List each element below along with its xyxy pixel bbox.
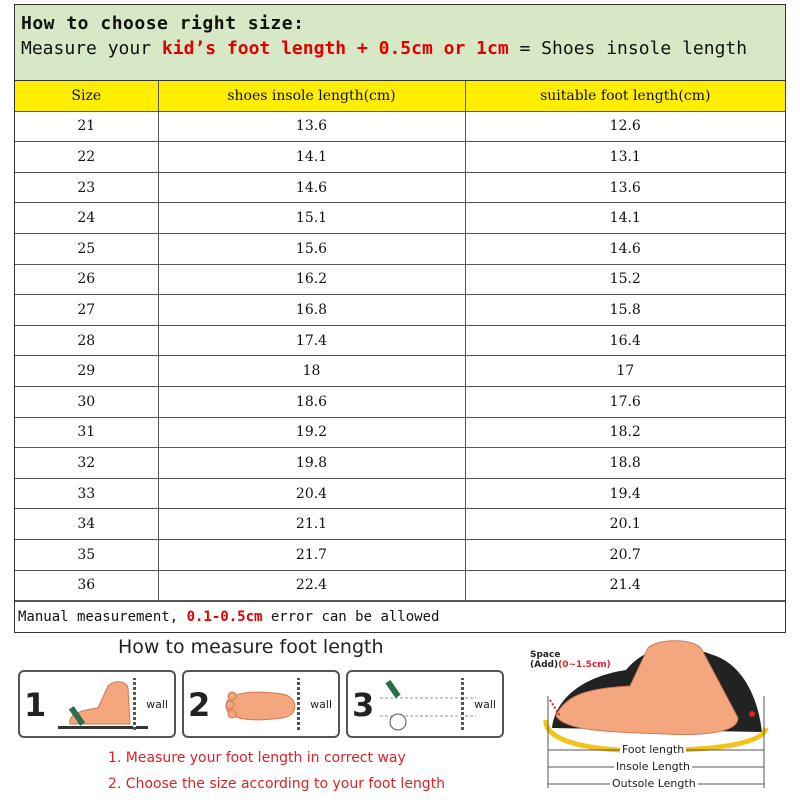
insole-length-cell: 18.6 <box>158 386 465 417</box>
wall-marker <box>133 678 136 730</box>
size-cell: 22 <box>15 142 158 173</box>
insole-length-cell: 15.1 <box>158 203 465 234</box>
insole-length-cell: 16.2 <box>158 264 465 295</box>
outsole-length-label: Outsole Length <box>612 777 696 790</box>
size-chart-header <box>15 5 785 81</box>
insole-length-cell: 18 <box>158 356 465 387</box>
table-row <box>15 142 785 173</box>
column-header-insole: shoes insole length(cm) <box>158 81 465 111</box>
size-cell: 29 <box>15 356 158 387</box>
foot-length-cell: 13.1 <box>465 142 785 173</box>
foot-length-cell: 21.4 <box>465 570 785 601</box>
foot-length-cell: 17.6 <box>465 386 785 417</box>
foot-length-cell: 13.6 <box>465 172 785 203</box>
size-cell: 32 <box>15 448 158 479</box>
guide-step-text-1: 1. Measure your foot length in correct way <box>108 750 406 766</box>
table-row <box>15 172 785 203</box>
insole-length-cell: 14.1 <box>158 142 465 173</box>
subtitle-prefix: Measure your <box>21 38 162 59</box>
insole-length-cell: 16.8 <box>158 295 465 326</box>
foot-length-cell: 14.1 <box>465 203 785 234</box>
size-cell: 34 <box>15 509 158 540</box>
step-2-card <box>182 670 340 738</box>
guide-step-text-2: 2. Choose the size according to your foot length <box>108 776 446 792</box>
subtitle-highlight: kid’s foot length + 0.5cm or 1cm <box>161 38 509 59</box>
table-row <box>15 570 785 601</box>
size-chart <box>14 4 786 633</box>
table-row <box>15 386 785 417</box>
insole-length-cell: 19.2 <box>158 417 465 448</box>
wall-label: wall <box>474 698 496 711</box>
wall-marker <box>297 678 300 730</box>
step-number: 1 <box>24 686 47 724</box>
size-cell: 26 <box>15 264 158 295</box>
foot-length-label: Foot length <box>622 743 685 756</box>
step-1-card <box>18 670 176 738</box>
size-cell: 36 <box>15 570 158 601</box>
size-cell: 30 <box>15 386 158 417</box>
measure-guide <box>18 636 518 796</box>
wall-label: wall <box>146 698 168 711</box>
size-cell: 35 <box>15 539 158 570</box>
size-cell: 25 <box>15 233 158 264</box>
foot-length-cell: 18.2 <box>465 417 785 448</box>
space-title: Space <box>530 650 561 660</box>
step-3-card <box>346 670 504 738</box>
note-highlight: 0.1-0.5cm <box>186 609 263 626</box>
table-row <box>15 478 785 509</box>
foot-length-cell: 20.7 <box>465 539 785 570</box>
foot-length-cell: 20.1 <box>465 509 785 540</box>
size-cell: 24 <box>15 203 158 234</box>
chart-title: How to choose right size: <box>21 13 305 34</box>
column-header-foot: suitable foot length(cm) <box>465 81 785 111</box>
step-number: 3 <box>352 686 375 724</box>
table-row <box>15 539 785 570</box>
note-suffix: error can be allowed <box>262 609 440 626</box>
table-row <box>15 356 785 387</box>
column-header-size: Size <box>15 81 158 111</box>
foot-length-cell: 15.2 <box>465 264 785 295</box>
size-cell: 31 <box>15 417 158 448</box>
insole-length-cell: 20.4 <box>158 478 465 509</box>
chart-subtitle <box>21 38 779 59</box>
insole-length-cell: 19.8 <box>158 448 465 479</box>
shoe-length-diagram <box>526 636 788 796</box>
space-add: (Add) <box>530 660 559 670</box>
foot-length-cell: 14.6 <box>465 233 785 264</box>
insole-length-cell: 21.1 <box>158 509 465 540</box>
table-row <box>15 325 785 356</box>
space-value: (0~1.5cm) <box>558 660 611 670</box>
insole-length-cell: 21.7 <box>158 539 465 570</box>
insole-length-cell: 14.6 <box>158 172 465 203</box>
foot-length-cell: 19.4 <box>465 478 785 509</box>
insole-length-label: Insole Length <box>616 760 690 773</box>
foot-length-cell: 15.8 <box>465 295 785 326</box>
size-table <box>15 81 785 601</box>
size-cell: 27 <box>15 295 158 326</box>
size-cell: 23 <box>15 172 158 203</box>
wall-marker <box>461 678 464 730</box>
size-cell: 28 <box>15 325 158 356</box>
table-row <box>15 509 785 540</box>
foot-length-cell: 12.6 <box>465 111 785 142</box>
table-row <box>15 264 785 295</box>
subtitle-suffix: = Shoes insole length <box>508 38 748 59</box>
table-row <box>15 417 785 448</box>
foot-length-cell: 16.4 <box>465 325 785 356</box>
guide-title: How to measure foot length <box>118 636 384 658</box>
insole-length-cell: 22.4 <box>158 570 465 601</box>
size-cell: 21 <box>15 111 158 142</box>
table-row <box>15 448 785 479</box>
table-row <box>15 203 785 234</box>
table-row <box>15 111 785 142</box>
step-number: 2 <box>188 686 211 724</box>
foot-length-cell: 17 <box>465 356 785 387</box>
table-row <box>15 295 785 326</box>
size-cell: 33 <box>15 478 158 509</box>
measurement-note <box>15 601 785 632</box>
wall-label: wall <box>310 698 332 711</box>
table-row <box>15 233 785 264</box>
insole-length-cell: 13.6 <box>158 111 465 142</box>
note-prefix: Manual measurement, <box>18 609 187 626</box>
insole-length-cell: 17.4 <box>158 325 465 356</box>
foot-length-cell: 18.8 <box>465 448 785 479</box>
table-header-row <box>15 81 785 111</box>
insole-length-cell: 15.6 <box>158 233 465 264</box>
